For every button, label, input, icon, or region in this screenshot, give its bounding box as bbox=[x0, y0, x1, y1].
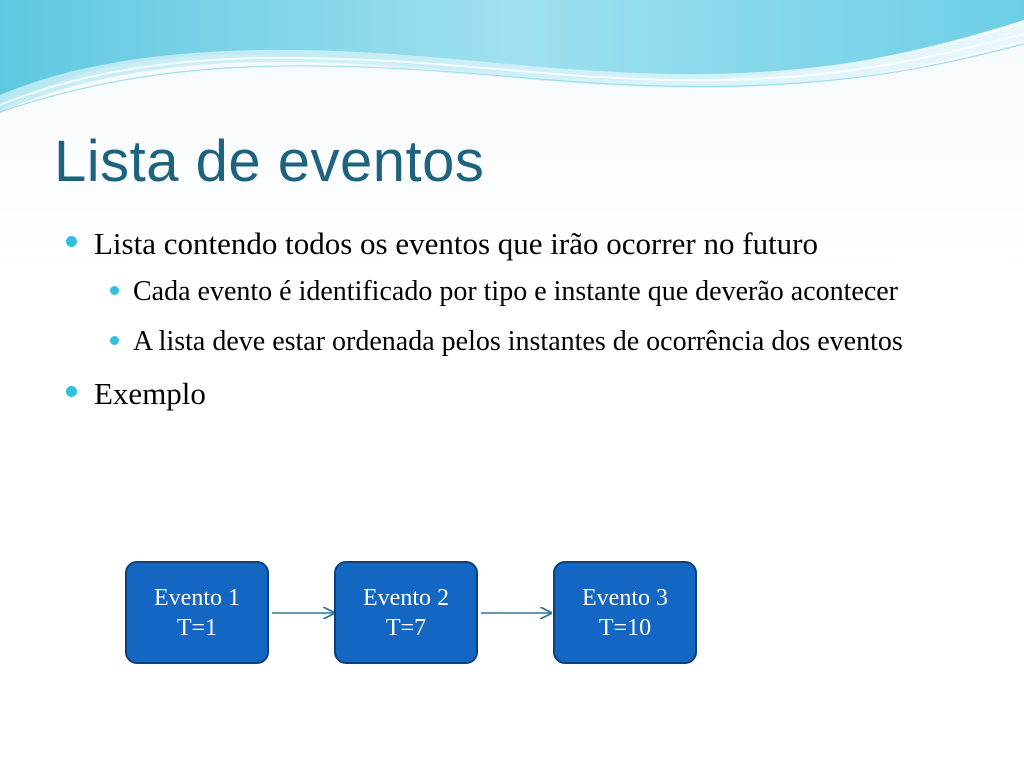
event-name: Evento 1 bbox=[154, 584, 240, 611]
bullet-dot-icon bbox=[110, 336, 119, 345]
sub-bullet-item bbox=[106, 322, 972, 362]
event-box-1 bbox=[125, 561, 269, 664]
event-box-3 bbox=[553, 561, 697, 664]
sub-bullet-text: Cada evento é identificado por tipo e instante que deverão acontecer bbox=[133, 276, 898, 307]
event-name: Evento 3 bbox=[582, 584, 668, 611]
event-time: T=10 bbox=[598, 614, 652, 641]
bullet-dot-icon bbox=[110, 286, 119, 295]
bullet-text: Lista contendo todos os eventos que irão ocorrer no futuro bbox=[94, 226, 819, 261]
bullet-text: Exemplo bbox=[94, 376, 206, 411]
event-box-2 bbox=[334, 561, 478, 664]
event-time: T=1 bbox=[176, 614, 218, 641]
event-time: T=7 bbox=[385, 614, 427, 641]
sub-bullet-item bbox=[106, 272, 972, 312]
bullet-item bbox=[62, 222, 972, 266]
bullet-dot-icon bbox=[66, 236, 77, 247]
bullet-list bbox=[62, 222, 972, 416]
sub-bullet-text: A lista deve estar ordenada pelos instantes de ocorrência dos eventos bbox=[133, 326, 903, 357]
slide-title: Lista de eventos bbox=[54, 129, 485, 194]
header-wave-decoration bbox=[0, 0, 1024, 130]
event-name: Evento 2 bbox=[363, 584, 449, 611]
bullet-dot-icon bbox=[66, 386, 77, 397]
bullet-item bbox=[62, 372, 972, 416]
